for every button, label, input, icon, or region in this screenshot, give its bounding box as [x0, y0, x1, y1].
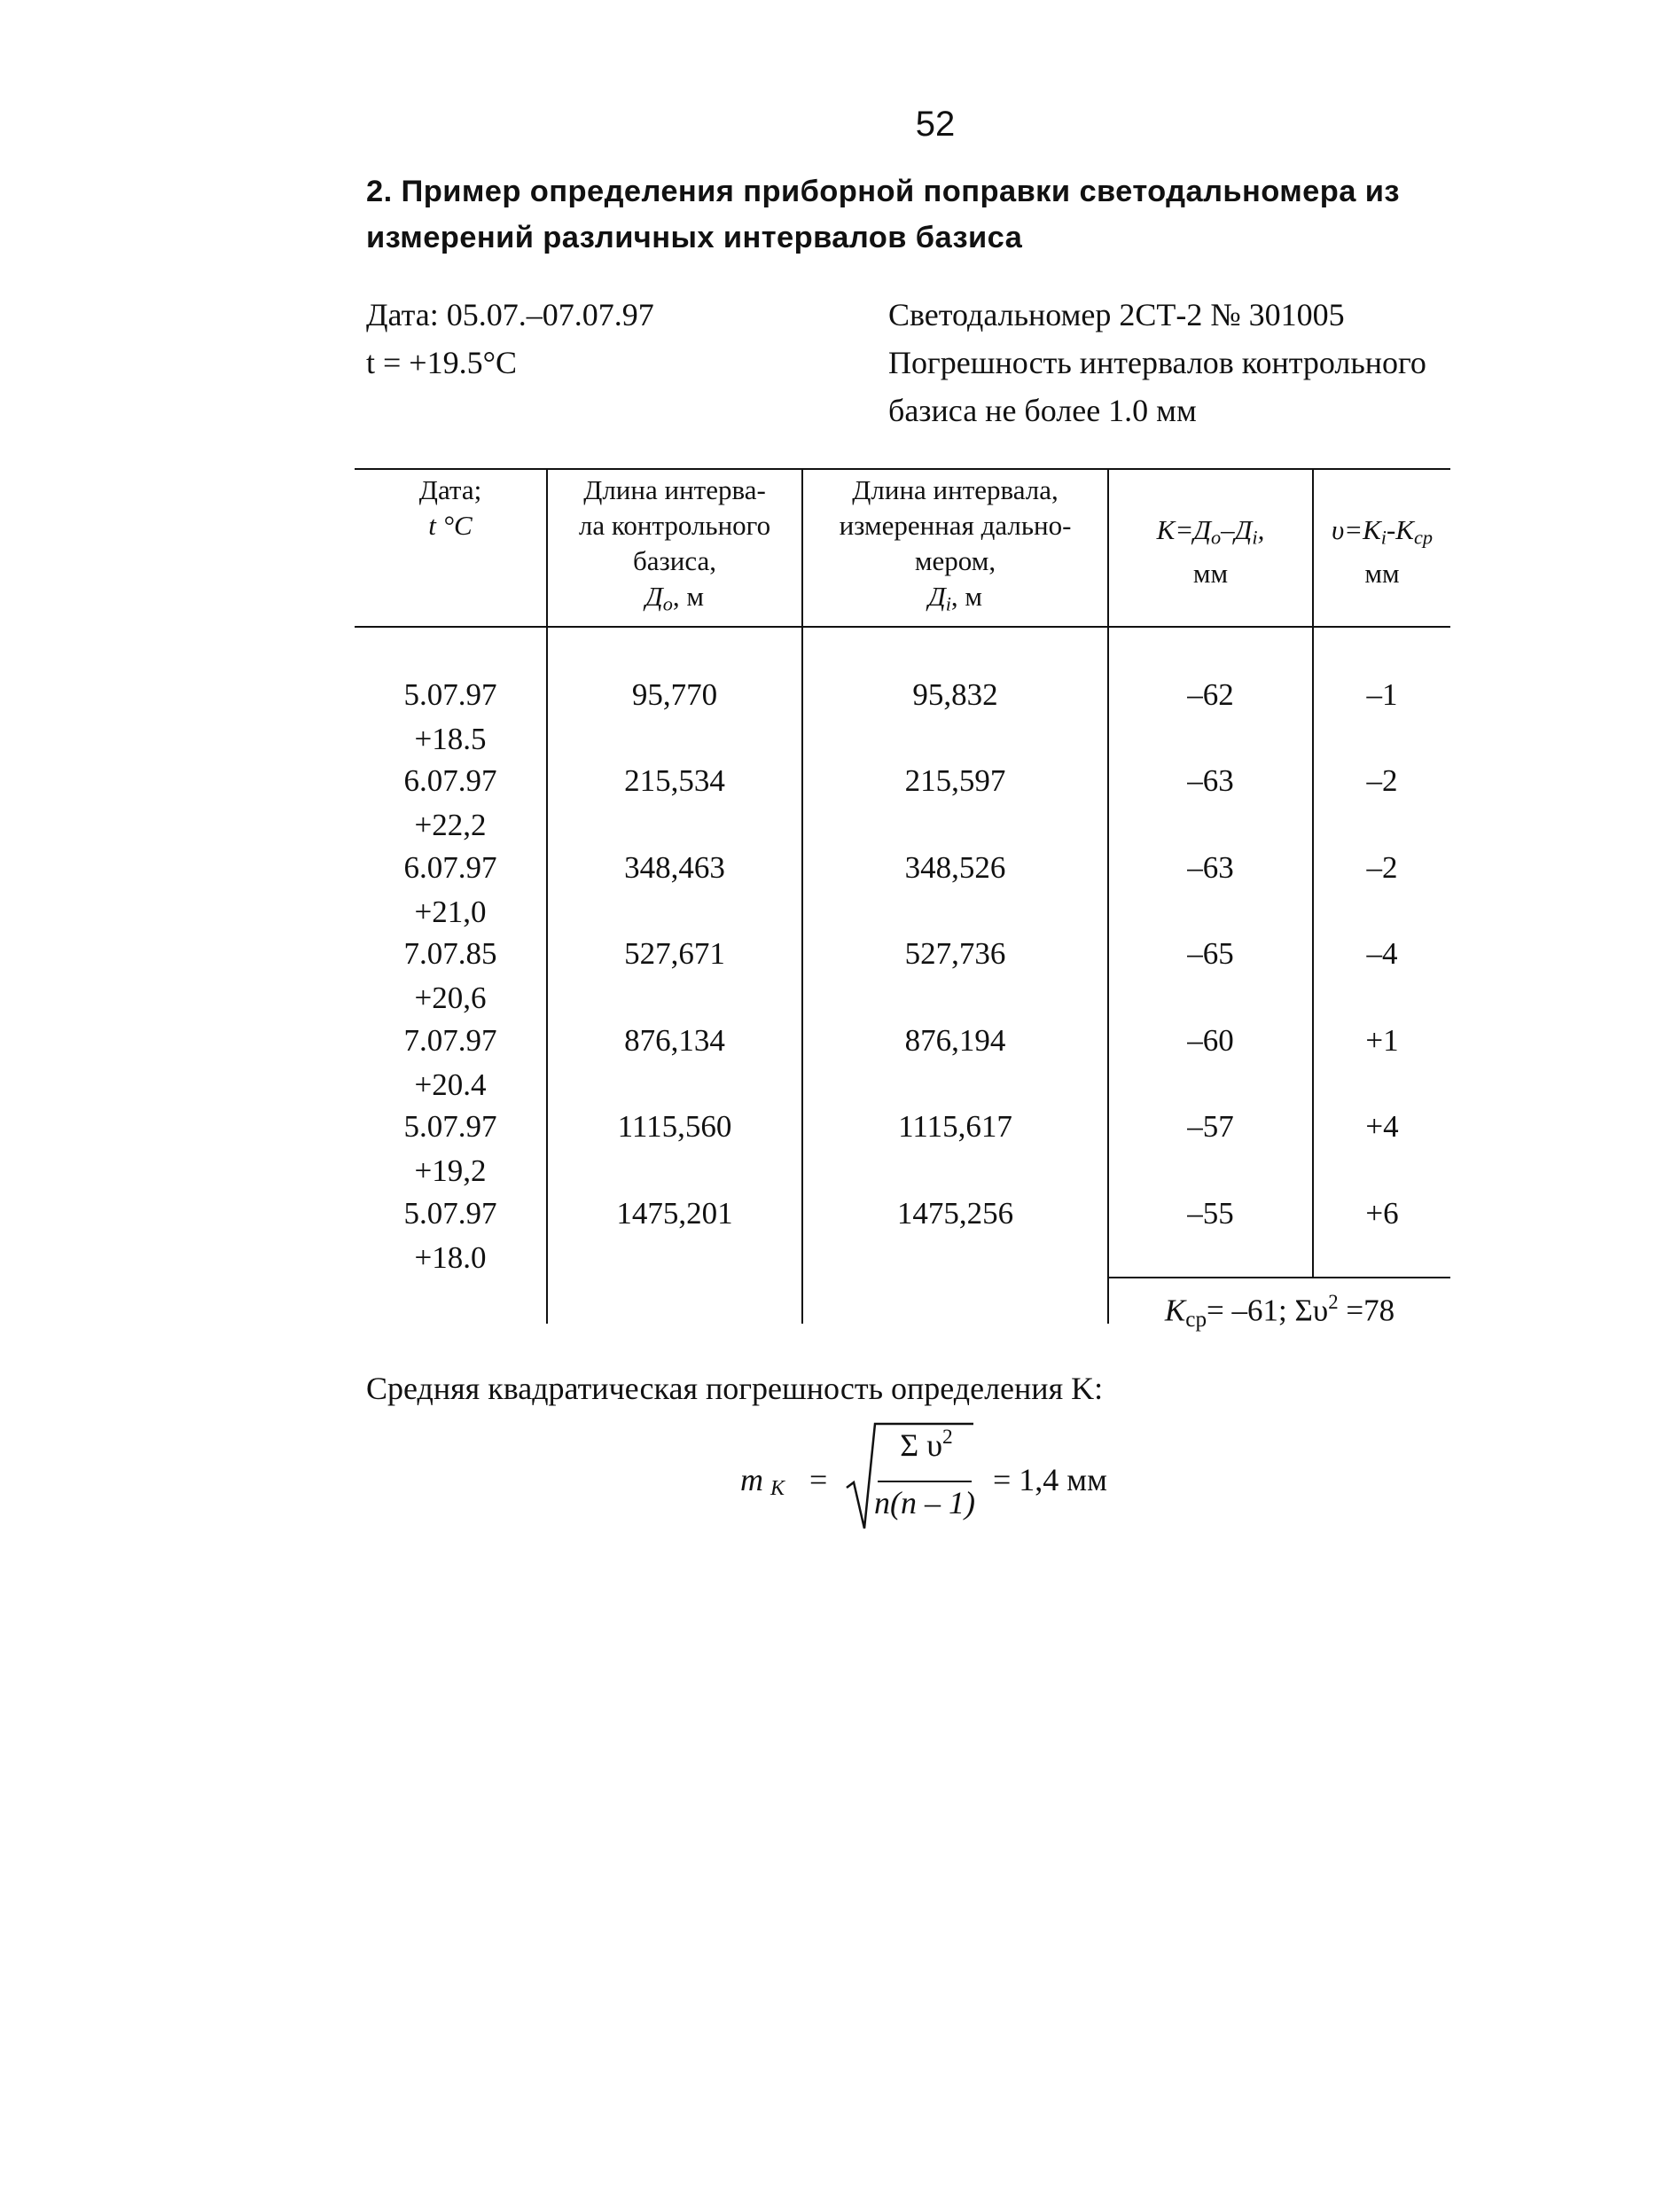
- row-temp: +21,0: [414, 895, 487, 929]
- header-base-length: [548, 473, 801, 622]
- header-date-label: Дата;: [418, 474, 482, 505]
- page-number: 52: [915, 105, 956, 144]
- row-measured-length: 1115,617: [898, 1109, 1012, 1144]
- row-date: 5.07.97: [403, 677, 497, 712]
- header-correction-k: [1109, 512, 1312, 591]
- row-k: –62: [1187, 677, 1234, 712]
- header-measured-sub: i: [945, 592, 951, 615]
- header-measured-sym: Д: [927, 581, 946, 612]
- row-base-length: 1115,560: [617, 1109, 732, 1144]
- accuracy-line-2: базиса не более 1.0 мм: [888, 393, 1197, 428]
- row-base-length: 95,770: [631, 677, 718, 712]
- table-summary-rule: [1109, 1277, 1450, 1278]
- header-v-part-a: υ=K: [1331, 514, 1381, 545]
- temperature-line: t = +19.5°C: [366, 345, 518, 380]
- row-measured-length: 1475,256: [896, 1196, 1014, 1231]
- row-k: –60: [1187, 1023, 1234, 1058]
- header-measured-symbol: [803, 579, 1107, 622]
- row-k: –63: [1187, 763, 1234, 798]
- header-base-line-2: ла контрольного: [578, 510, 771, 541]
- header-base-symbol: [548, 579, 801, 622]
- row-date: 5.07.97: [403, 1109, 497, 1144]
- header-measured-length: [803, 473, 1107, 622]
- header-measured-line-3: мером,: [914, 545, 996, 576]
- row-v: +4: [1365, 1109, 1399, 1144]
- row-measured-length: 348,526: [904, 850, 1006, 885]
- measurement-meta-right: [888, 291, 1509, 434]
- header-k-sub-a: о: [1210, 526, 1222, 549]
- header-deviation-v: [1314, 512, 1450, 591]
- accuracy-line-1: Погрешность интервалов контрольного: [888, 345, 1426, 380]
- row-base-length: 876,134: [624, 1023, 725, 1058]
- formula-numerator-text: Σ υ: [900, 1427, 943, 1464]
- table-header-rule: [355, 626, 1450, 628]
- formula-numerator-sup: 2: [942, 1426, 953, 1449]
- row-v: –2: [1366, 763, 1398, 798]
- row-date: 7.07.85: [403, 936, 497, 971]
- row-k: –57: [1187, 1109, 1234, 1144]
- header-k-part-b: –Д: [1221, 514, 1253, 545]
- header-base-line-1: Длина интерва-: [583, 474, 766, 505]
- summary-sum-value: =78: [1338, 1293, 1395, 1328]
- row-base-length: 348,463: [624, 850, 725, 885]
- row-measured-length: 95,832: [912, 677, 998, 712]
- header-date-temp: [355, 473, 546, 543]
- formula-numerator: [882, 1426, 971, 1464]
- header-base-line-3: базиса,: [632, 545, 716, 576]
- row-temp: +18.0: [414, 1240, 487, 1275]
- formula-denominator: n(n – 1): [874, 1485, 975, 1520]
- row-temp: +20,6: [414, 981, 487, 1015]
- date-line: Дата: 05.07.–07.07.97: [366, 297, 654, 332]
- row-date: 6.07.97: [403, 763, 497, 798]
- measurement-meta-left: [366, 291, 654, 387]
- header-base-sub: о: [662, 592, 673, 615]
- row-date: 6.07.97: [403, 850, 497, 885]
- formula-lhs-sub: K: [770, 1477, 785, 1500]
- row-date: 7.07.97: [403, 1023, 497, 1058]
- row-date: 5.07.97: [403, 1196, 497, 1231]
- summary-k-value: = –61; Συ: [1207, 1293, 1329, 1328]
- row-v: +6: [1365, 1196, 1399, 1231]
- row-temp: +19,2: [414, 1153, 487, 1188]
- header-measured-unit: , м: [950, 581, 983, 612]
- header-v-sub-b: ср: [1413, 526, 1434, 549]
- row-temp: +20.4: [414, 1067, 487, 1102]
- row-v: –2: [1366, 850, 1398, 885]
- device-line: Светодальномер 2СТ-2 № 301005: [888, 297, 1345, 332]
- rmse-formula: [740, 1419, 1184, 1534]
- row-v: –1: [1366, 677, 1398, 712]
- row-k: –55: [1187, 1196, 1234, 1231]
- header-base-unit: , м: [672, 581, 704, 612]
- row-measured-length: 876,194: [904, 1023, 1006, 1058]
- table-summary: [1109, 1281, 1450, 1341]
- row-measured-length: 527,736: [904, 936, 1006, 971]
- header-k-formula: $K=Д_о-Д_i$,: [1156, 514, 1265, 549]
- row-temp: +18.5: [414, 722, 487, 756]
- formula-lhs: m: [740, 1462, 763, 1497]
- summary-square: 2: [1328, 1291, 1339, 1313]
- row-base-length: 527,671: [624, 936, 725, 971]
- header-base-sym: Д: [645, 581, 663, 612]
- summary-k-sub: ср: [1185, 1307, 1207, 1332]
- formula-equals: =: [809, 1462, 828, 1497]
- row-k: –65: [1187, 936, 1234, 971]
- rmse-caption: Средняя квадратическая погрешность определения K:: [366, 1371, 1104, 1406]
- header-v-sub-a: i: [1380, 526, 1387, 549]
- row-k: –63: [1187, 850, 1234, 885]
- header-v-part-b: -K: [1386, 514, 1414, 545]
- table-top-rule: [355, 468, 1450, 470]
- summary-k-symbol: K: [1164, 1293, 1186, 1328]
- row-v: +1: [1365, 1023, 1399, 1058]
- header-measured-line-1: Длина интервала,: [852, 474, 1059, 505]
- fraction-bar: [878, 1481, 972, 1482]
- header-temp-label: t °С: [428, 510, 473, 541]
- row-temp: +22,2: [414, 808, 487, 842]
- row-v: –4: [1366, 936, 1398, 971]
- header-measured-line-2: измеренная дально-: [839, 510, 1072, 541]
- header-v-unit: мм: [1364, 557, 1400, 589]
- row-base-length: 1475,201: [616, 1196, 733, 1231]
- header-k-unit: мм: [1192, 557, 1229, 589]
- formula-result: = 1,4 мм: [993, 1462, 1107, 1497]
- header-k-sub-b: i: [1252, 526, 1258, 549]
- header-v-formula: [1314, 512, 1450, 556]
- row-measured-length: 215,597: [904, 763, 1006, 798]
- row-base-length: 215,534: [624, 763, 725, 798]
- header-k-part-a: K=Д: [1156, 514, 1211, 545]
- section-title: 2. Пример определения приборной поправки светодальномера из измерений различных интервалов базиса: [366, 175, 1400, 254]
